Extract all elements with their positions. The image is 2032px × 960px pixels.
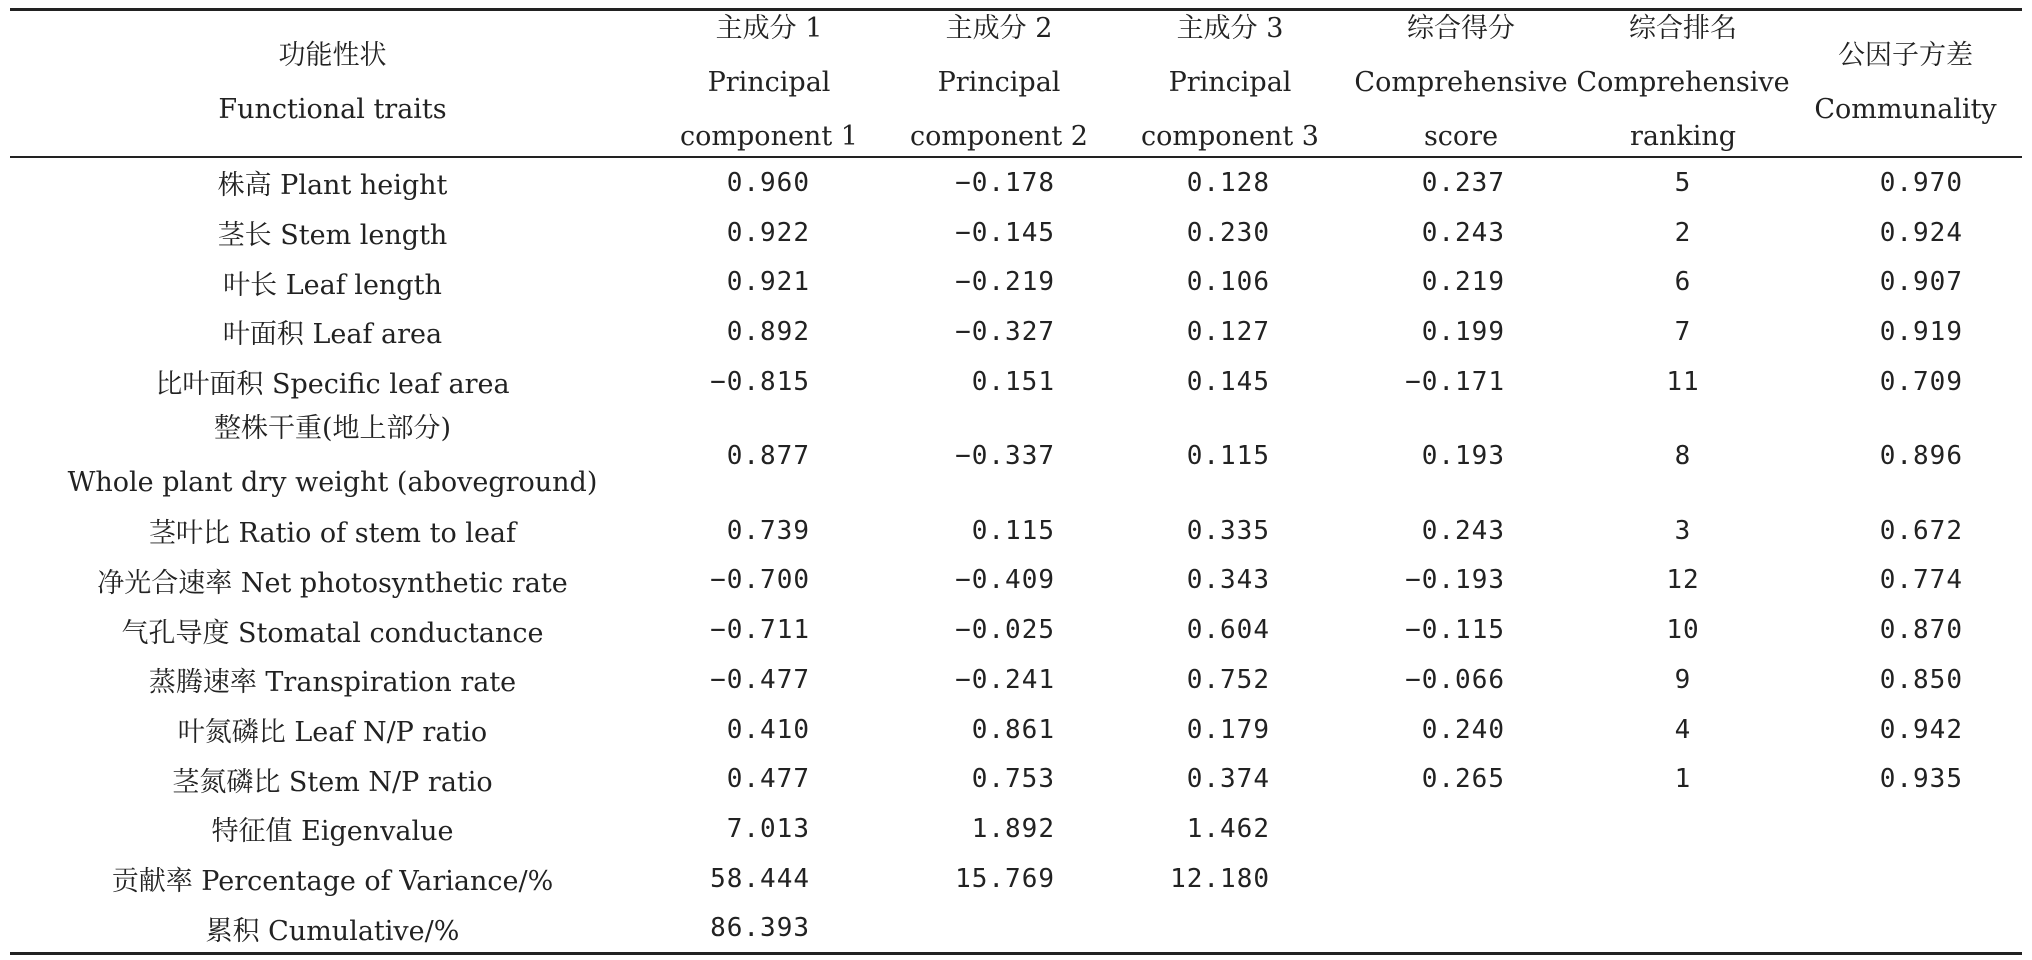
table-row [10, 208, 2022, 258]
score-value: 0.193 [1421, 441, 1505, 472]
rank-value: 9 [1674, 664, 1692, 695]
pc1-value: −0.711 [710, 615, 810, 646]
table-row [10, 556, 2022, 606]
table-body [10, 158, 2022, 953]
header-functional-traits [10, 8, 655, 158]
header-trait-en: Functional traits [218, 94, 447, 125]
table-row [10, 754, 2022, 804]
pc1-value: −0.477 [710, 664, 810, 695]
pc2-value: 0.115 [971, 515, 1055, 546]
trait-name-cn: 整株干重(地上部分) [213, 413, 452, 445]
communality-value: 0.942 [1879, 714, 1963, 745]
score-value: 0.199 [1421, 316, 1505, 347]
rank-value: 6 [1674, 267, 1692, 298]
header-communality [1789, 8, 2022, 158]
table-row [10, 257, 2022, 307]
trait-name: 累积 Cumulative/% [205, 915, 460, 947]
pc2-value: 0.151 [971, 366, 1055, 397]
table-row [10, 655, 2022, 705]
rank-value: 7 [1674, 316, 1692, 347]
header-pc1-en1: Principal [707, 67, 831, 98]
pc3-value: 0.127 [1186, 316, 1270, 347]
header-pc2 [883, 8, 1115, 158]
communality-value: 0.907 [1879, 267, 1963, 298]
communality-value: 0.924 [1879, 217, 1963, 248]
trait-name-en: Whole plant dry weight (aboveground) [67, 467, 598, 499]
rank-value: 1 [1674, 764, 1692, 795]
pc3-value: 0.343 [1186, 565, 1270, 596]
trait-name [10, 406, 655, 506]
trait-name: 叶面积 Leaf area [222, 319, 443, 351]
header-rank-en1: Comprehensive [1576, 67, 1790, 98]
trait-name: 株高 Plant height [217, 170, 448, 202]
pc3-value: 0.145 [1186, 366, 1270, 397]
table-header [10, 8, 2022, 158]
pc1-value: 0.892 [726, 316, 810, 347]
table-row [10, 705, 2022, 755]
trait-name: 茎长 Stem length [217, 220, 448, 252]
header-pc2-cn: 主成分 2 [945, 13, 1053, 44]
header-score-en1: Comprehensive [1354, 67, 1568, 98]
score-value: 0.240 [1421, 714, 1505, 745]
header-rank-en2: ranking [1629, 121, 1737, 152]
rank-value: 8 [1674, 441, 1692, 472]
trait-name: 茎叶比 Ratio of stem to leaf [148, 518, 517, 550]
communality-value: 0.896 [1879, 441, 1963, 472]
pc3-value: 0.106 [1186, 267, 1270, 298]
pc2-value: −0.409 [955, 565, 1055, 596]
pc3-value: 1.462 [1186, 813, 1270, 844]
pc2-value: 1.892 [971, 813, 1055, 844]
table-row [10, 158, 2022, 208]
pc1-value: 0.877 [726, 441, 810, 472]
pc2-value: −0.241 [955, 664, 1055, 695]
pc2-value: 0.861 [971, 714, 1055, 745]
pc2-value: −0.145 [955, 217, 1055, 248]
pc1-value: 7.013 [726, 813, 810, 844]
pc1-value: 0.922 [726, 217, 810, 248]
trait-name: 茎氮磷比 Stem N/P ratio [172, 766, 493, 798]
header-pc2-en1: Principal [937, 67, 1061, 98]
header-pc3-cn: 主成分 3 [1176, 13, 1284, 44]
pc3-value: 0.752 [1186, 664, 1270, 695]
pc2-value: −0.025 [955, 615, 1055, 646]
rank-value: 3 [1674, 515, 1692, 546]
pc1-value: 86.393 [710, 913, 810, 944]
header-rank-cn: 综合排名 [1629, 13, 1737, 44]
communality-value: 0.850 [1879, 664, 1963, 695]
trait-name: 蒸腾速率 Transpiration rate [148, 667, 517, 699]
table-row-variance [10, 854, 2022, 904]
pc3-value: 0.604 [1186, 615, 1270, 646]
rank-value: 4 [1674, 714, 1692, 745]
score-value: 0.237 [1421, 167, 1505, 198]
header-comm-en: Communality [1814, 94, 1997, 125]
pc1-value: 0.739 [726, 515, 810, 546]
pc3-value: 0.179 [1186, 714, 1270, 745]
pc2-value: −0.219 [955, 267, 1055, 298]
score-value: 0.243 [1421, 515, 1505, 546]
rank-value: 12 [1666, 565, 1700, 596]
table-row [10, 605, 2022, 655]
pc2-value: 15.769 [955, 863, 1055, 894]
pc3-value: 0.115 [1186, 441, 1270, 472]
communality-value: 0.709 [1879, 366, 1963, 397]
pc2-value: 0.753 [971, 764, 1055, 795]
score-value: 0.243 [1421, 217, 1505, 248]
score-value: 0.265 [1421, 764, 1505, 795]
header-comprehensive-ranking [1577, 8, 1789, 158]
header-pc1-en2: component 1 [680, 121, 858, 152]
score-value: 0.219 [1421, 267, 1505, 298]
pc1-value: −0.815 [710, 366, 810, 397]
pc1-value: 0.410 [726, 714, 810, 745]
score-value: −0.066 [1405, 664, 1505, 695]
header-pc1 [655, 8, 883, 158]
pc2-value: −0.327 [955, 316, 1055, 347]
pc2-value: −0.178 [955, 167, 1055, 198]
communality-value: 0.774 [1879, 565, 1963, 596]
bottom-rule [10, 952, 2022, 955]
table-row [10, 406, 2022, 506]
table-row [10, 307, 2022, 357]
pc1-value: 0.921 [726, 267, 810, 298]
communality-value: 0.870 [1879, 615, 1963, 646]
header-score-cn: 综合得分 [1407, 13, 1515, 44]
score-value: −0.171 [1405, 366, 1505, 397]
header-comm-cn: 公因子方差 [1838, 40, 1973, 71]
trait-name: 净光合速率 Net photosynthetic rate [97, 567, 568, 599]
header-pc1-cn: 主成分 1 [715, 13, 823, 44]
pc3-value: 0.335 [1186, 515, 1270, 546]
communality-value: 0.970 [1879, 167, 1963, 198]
header-score-en2: score [1423, 121, 1499, 152]
pc1-value: 0.960 [726, 167, 810, 198]
pc1-value: 0.477 [726, 764, 810, 795]
rank-value: 2 [1674, 217, 1692, 248]
pc3-value: 0.374 [1186, 764, 1270, 795]
rank-value: 11 [1666, 366, 1700, 397]
table-row-eigenvalue [10, 804, 2022, 854]
score-value: −0.193 [1405, 565, 1505, 596]
score-value: −0.115 [1405, 615, 1505, 646]
trait-name: 叶氮磷比 Leaf N/P ratio [177, 717, 488, 749]
table-row [10, 357, 2022, 407]
communality-value: 0.919 [1879, 316, 1963, 347]
table-row [10, 506, 2022, 556]
trait-name: 特征值 Eigenvalue [211, 816, 454, 848]
header-pc3-en2: component 3 [1141, 121, 1319, 152]
pc3-value: 0.128 [1186, 167, 1270, 198]
rank-value: 5 [1674, 167, 1692, 198]
header-comprehensive-score [1345, 8, 1577, 158]
communality-value: 0.672 [1879, 515, 1963, 546]
trait-name: 比叶面积 Specific leaf area [155, 369, 510, 401]
header-pc2-en2: component 2 [910, 121, 1088, 152]
header-pc3 [1115, 8, 1345, 158]
trait-name: 贡献率 Percentage of Variance/% [111, 866, 554, 898]
trait-name: 叶长 Leaf length [223, 269, 442, 301]
pc2-value: −0.337 [955, 441, 1055, 472]
header-pc3-en1: Principal [1168, 67, 1292, 98]
rank-value: 10 [1666, 615, 1700, 646]
pc3-value: 12.180 [1170, 863, 1270, 894]
trait-name: 气孔导度 Stomatal conductance [121, 617, 544, 649]
header-trait-cn: 功能性状 [278, 40, 387, 71]
communality-value: 0.935 [1879, 764, 1963, 795]
pc1-value: 58.444 [710, 863, 810, 894]
table-row-cumulative [10, 903, 2022, 953]
pc1-value: −0.700 [710, 565, 810, 596]
pc3-value: 0.230 [1186, 217, 1270, 248]
